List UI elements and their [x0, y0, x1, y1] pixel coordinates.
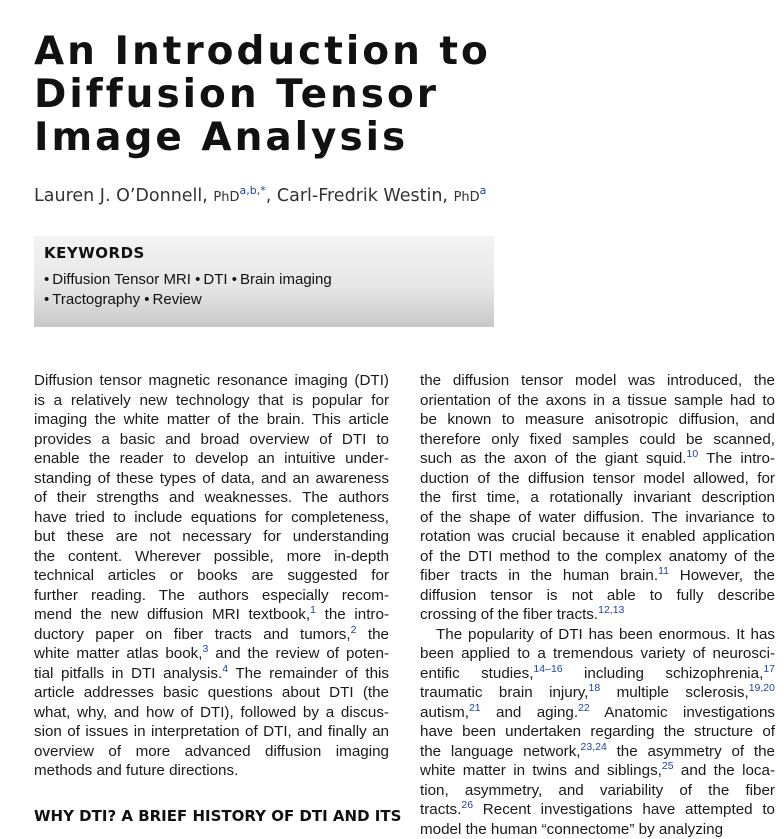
text-line	[34, 527, 389, 547]
author-name: Carl-Fredrik Westin,	[277, 186, 448, 206]
keyword: DTI	[203, 271, 227, 288]
reference-link[interactable]: 23,24	[581, 741, 607, 753]
text-line	[420, 449, 775, 469]
text-segment: what, why, and how of DTI), followed by a discus-	[34, 704, 389, 721]
keywords-heading: KEYWORDS	[44, 244, 484, 262]
reference-link[interactable]: 11	[658, 565, 669, 577]
text-segment: but these are not necessary for understanding	[34, 528, 389, 545]
text-segment: white matter atlas book,	[34, 645, 203, 662]
text-segment: the	[356, 626, 389, 643]
reference-link[interactable]: 4	[222, 663, 228, 675]
reference-link[interactable]: 1	[310, 604, 316, 616]
text-segment: the asymmetry of the	[607, 743, 775, 760]
reference-link[interactable]: 26	[461, 799, 473, 811]
text-segment: enable the reader to develop an intuitive under-	[34, 450, 389, 467]
text-segment: crossing of the fiber tracts.	[420, 606, 598, 623]
author-degree: PhD	[213, 190, 239, 205]
text-segment: have been undertaken regarding the structure of	[420, 723, 775, 740]
text-segment: imaging the white matter of the brain. This article	[34, 411, 389, 428]
text-line	[420, 488, 775, 508]
reference-link[interactable]: 22	[578, 702, 590, 714]
text-line	[34, 547, 389, 567]
keywords-box	[34, 236, 494, 327]
text-segment: therefore only fixed samples could be scanned,	[420, 431, 775, 448]
text-segment: article addresses basic questions about DTI (the	[34, 684, 389, 701]
text-segment: and aging.	[481, 704, 578, 721]
text-segment: including schizophrenia,	[563, 665, 764, 682]
text-segment: and the review of poten-	[208, 645, 389, 662]
title-line: An Introduction to	[34, 30, 594, 73]
text-line	[34, 742, 389, 762]
affiliation-link[interactable]: a	[480, 184, 487, 197]
text-segment: duction of the diffusion tensor model allowed, for	[420, 470, 775, 487]
text-segment: further reading. The authors especially recom-	[34, 587, 389, 604]
text-segment: rotation was crucial because it enabled application	[420, 528, 775, 545]
text-segment: of the shape of water diffusion. The invariance to	[420, 509, 775, 526]
bullet-icon: •	[144, 291, 149, 308]
text-segment: diffusion tensor is not able to fully describe	[420, 587, 775, 604]
text-segment: such as the axon of the giant squid.	[420, 450, 687, 467]
text-line	[420, 430, 775, 450]
text-segment: fiber tracts in the human brain.	[420, 567, 658, 584]
text-segment: the diffusion tensor model was introduced, the	[420, 372, 775, 389]
text-line	[420, 703, 775, 723]
author-name: Lauren J. O’Donnell,	[34, 186, 208, 206]
keyword: Review	[153, 291, 202, 308]
text-line	[420, 410, 775, 430]
text-segment: entific studies,	[420, 665, 533, 682]
reference-link[interactable]: 3	[203, 643, 209, 655]
keywords-line	[44, 290, 484, 310]
text-line	[34, 644, 389, 664]
reference-link[interactable]: 19,20	[749, 682, 775, 694]
text-line	[34, 664, 389, 684]
keyword: Diffusion Tensor MRI	[52, 271, 191, 288]
keywords-line	[44, 270, 484, 290]
text-segment: However, the	[669, 567, 775, 584]
text-segment: have tried to include equations for completeness,	[34, 509, 389, 526]
text-segment: standing of these types of data, and an awareness	[34, 470, 389, 487]
text-segment: be known to measure anisotropic diffusion, and	[420, 411, 775, 428]
text-line	[420, 566, 775, 586]
text-segment: ductory paper on fiber tracts and tumors,	[34, 626, 351, 643]
text-segment: technical articles or books are suggested for	[34, 567, 389, 584]
bullet-icon: •	[232, 271, 237, 288]
reference-link[interactable]: 21	[469, 702, 481, 714]
text-line	[420, 644, 775, 664]
bullet-icon: •	[195, 271, 200, 288]
text-line	[34, 722, 389, 742]
text-line	[34, 508, 389, 528]
text-line	[420, 781, 775, 801]
title-line: Image Analysis	[34, 116, 594, 159]
text-line	[420, 586, 775, 606]
text-segment: autism,	[420, 704, 469, 721]
text-line	[420, 469, 775, 489]
text-segment: tial pitfalls in DTI analysis.	[34, 665, 222, 682]
text-line	[420, 605, 775, 625]
bullet-icon: •	[44, 271, 49, 288]
text-line	[34, 449, 389, 469]
reference-link[interactable]: 12,13	[598, 604, 624, 616]
text-segment: The intro-	[698, 450, 775, 467]
text-line	[34, 586, 389, 606]
text-line	[34, 761, 389, 781]
text-line	[34, 410, 389, 430]
body-column	[420, 371, 775, 839]
reference-link[interactable]: 14–16	[533, 663, 562, 675]
text-segment: the content. Wherever possible, more in-depth	[34, 548, 389, 565]
text-segment: model the human “connectome” by analyzing	[420, 821, 723, 838]
reference-link[interactable]: 10	[687, 448, 699, 460]
text-segment: the first time, a rotationally invariant description	[420, 489, 775, 506]
text-segment: orientation of the axons in a tissue sample had to	[420, 392, 775, 409]
affiliation-link[interactable]: a,b,*	[240, 184, 266, 197]
text-segment: The remainder of this	[228, 665, 389, 682]
text-line	[420, 625, 775, 645]
reference-link[interactable]: 25	[662, 760, 674, 772]
section-heading: WHY DTI? A BRIEF HISTORY OF DTI AND ITS	[34, 807, 401, 825]
text-line	[34, 430, 389, 450]
text-segment: the intro-	[316, 606, 389, 623]
keyword: Tractography	[52, 291, 140, 308]
reference-link[interactable]: 17	[763, 663, 775, 675]
text-line	[34, 469, 389, 489]
text-segment: been applied to a tremendous variety of neurosci-	[420, 645, 775, 662]
text-line	[420, 683, 775, 703]
text-line	[34, 683, 389, 703]
text-line	[34, 371, 389, 391]
text-segment: Diffusion tensor magnetic resonance imaging (DTI)	[34, 372, 389, 389]
text-segment: and the loca-	[674, 762, 775, 779]
text-segment: Recent investigations have attempted to	[473, 801, 775, 818]
text-segment: mend the new diffusion MRI textbook,	[34, 606, 310, 623]
text-line	[34, 625, 389, 645]
text-segment: the language network,	[420, 743, 581, 760]
keyword: Brain imaging	[240, 271, 332, 288]
text-line	[420, 800, 775, 820]
text-segment: of their strengths and weaknesses. The authors	[34, 489, 389, 506]
text-line	[420, 391, 775, 411]
text-line	[420, 742, 775, 762]
text-line	[34, 605, 389, 625]
author-degree: PhD	[454, 190, 480, 205]
text-segment: sion of issues in interpretation of DTI, and finally an	[34, 723, 389, 740]
text-line	[420, 547, 775, 567]
title-line: Diffusion Tensor	[34, 73, 594, 116]
article-title	[34, 30, 594, 159]
text-segment: tion, asymmetry, and variability of the fiber	[420, 782, 775, 799]
text-line	[420, 664, 775, 684]
text-line	[34, 703, 389, 723]
text-segment: The popularity of DTI has been enormous. It has	[436, 626, 775, 643]
text-line	[420, 508, 775, 528]
text-segment: white matter in twins and siblings,	[420, 762, 662, 779]
text-segment: traumatic brain injury,	[420, 684, 589, 701]
text-line	[420, 722, 775, 742]
text-segment: is a relatively new technology that is popular for	[34, 392, 389, 409]
text-segment: of the DTI method to the complex anatomy of the	[420, 548, 775, 565]
bullet-icon: •	[44, 291, 49, 308]
text-segment: provides a basic and broad overview of DTI to	[34, 431, 389, 448]
reference-link[interactable]: 18	[589, 682, 601, 694]
text-segment: Anatomic investigations	[590, 704, 775, 721]
text-line	[420, 371, 775, 391]
text-segment: methods and future directions.	[34, 762, 238, 779]
text-line	[34, 488, 389, 508]
text-line	[420, 820, 775, 839]
author-separator: ,	[266, 186, 272, 206]
text-line	[420, 527, 775, 547]
reference-link[interactable]: 2	[351, 624, 357, 636]
author-list	[34, 186, 486, 206]
abstract-column	[34, 371, 389, 781]
text-segment: multiple sclerosis,	[600, 684, 749, 701]
text-line	[34, 391, 389, 411]
text-segment: tracts.	[420, 801, 461, 818]
text-line	[420, 761, 775, 781]
text-line	[34, 566, 389, 586]
text-segment: overview of more advanced diffusion imaging	[34, 743, 389, 760]
